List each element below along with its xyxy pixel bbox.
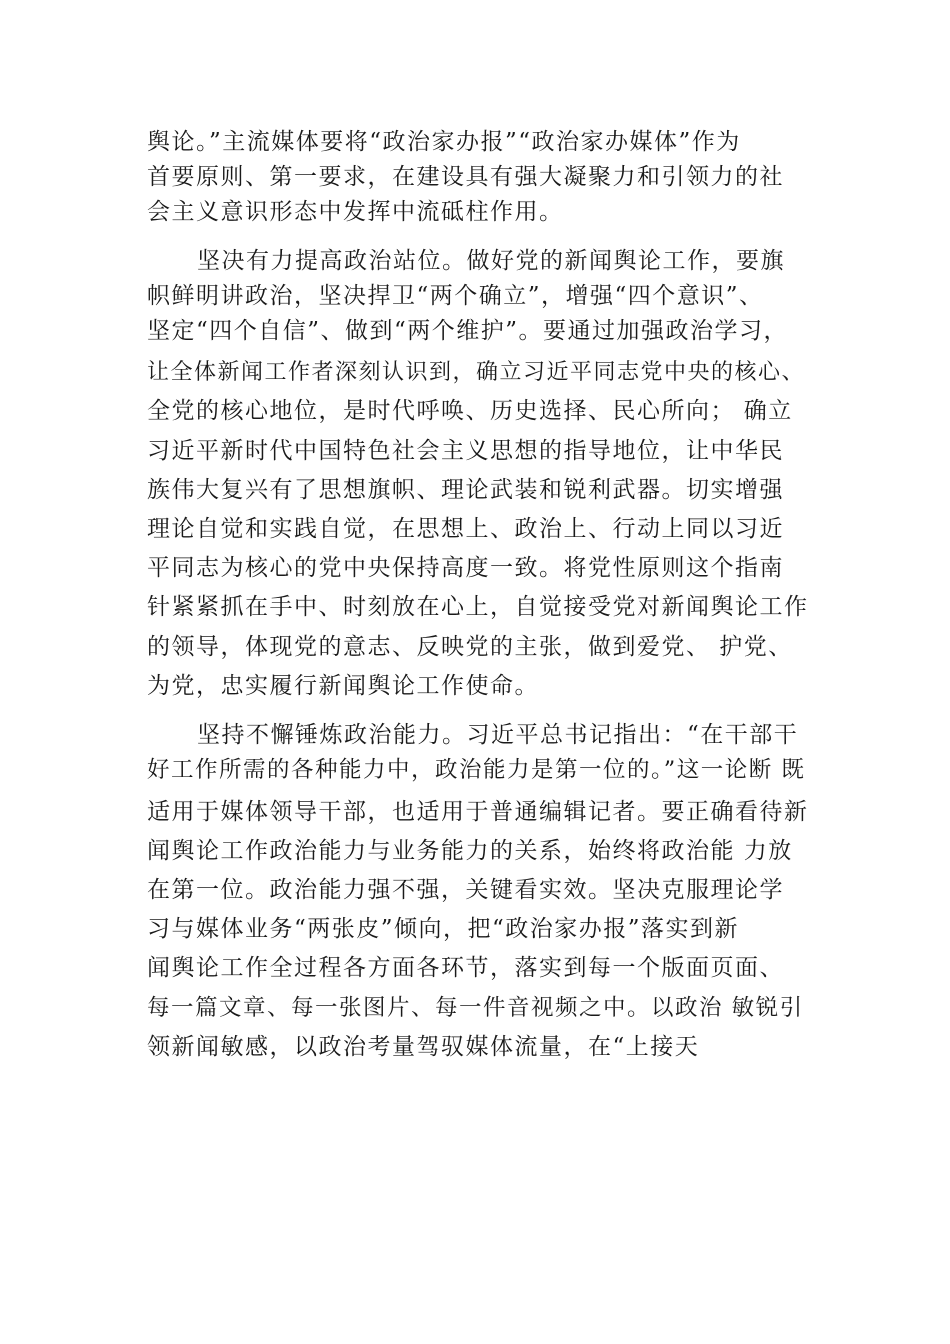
text-line: 好工作所需的各种能力中，政治能力是第一位的。”这一论断 既 xyxy=(147,757,806,783)
text-line: 的领导，体现党的意志、反映党的主张，做到爱党、 护党、 xyxy=(147,634,793,660)
text-line: 理论自觉和实践自觉，在思想上、政治上、行动上同以习近 xyxy=(147,516,784,542)
text-line: 坚决有力提高政治站位。做好党的新闻舆论工作，要旗 xyxy=(197,248,785,274)
text-line: 坚定“四个自信”、做到“两个维护”。要通过加强政治学习， xyxy=(147,318,789,344)
text-line: 领新闻敏感，以政治考量驾驭媒体流量，在“上接天 xyxy=(147,1034,700,1060)
text-line: 为党，忠实履行新闻舆论工作使命。 xyxy=(147,673,539,699)
text-line: 帜鲜明讲政治，坚决捍卫“两个确立”，增强“四个意识”、 xyxy=(147,283,764,309)
text-line: 全党的核心地位，是时代呼唤、历史选择、民心所向； 确立 xyxy=(147,398,793,424)
text-line: 闻舆论工作政治能力与业务能力的关系，始终将政治能 力放 xyxy=(147,838,793,864)
text-line: 适用于媒体领导干部，也适用于普通编辑记者。要正确看待新 xyxy=(147,799,809,825)
text-line: 习近平新时代中国特色社会主义思想的指导地位，让中华民 xyxy=(147,438,784,464)
text-line: 首要原则、第一要求，在建设具有强大凝聚力和引领力的社 xyxy=(147,164,784,190)
text-line: 舆论。”主流媒体要将“政治家办报”“政治家办媒体”作为 xyxy=(147,129,741,155)
text-line: 平同志为核心的党中央保持高度一致。将党性原则这个指南 xyxy=(147,555,784,581)
text-line: 让全体新闻工作者深刻认识到，确立习近平同志党中央的核心、 xyxy=(147,360,806,385)
text-line: 闻舆论工作全过程各方面各环节，落实到每一个版面页面、 xyxy=(147,955,784,981)
text-line: 会主义意识形态中发挥中流砥柱作用。 xyxy=(147,199,564,225)
text-line: 族伟大复兴有了思想旗帜、理论武装和锐利武器。切实增强 xyxy=(147,477,784,503)
text-line: 每一篇文章、每一张图片、每一件音视频之中。以政治 敏锐引 xyxy=(147,995,804,1021)
text-line: 坚持不懈锤炼政治能力。习近平总书记指出：“在干部干 xyxy=(197,722,799,748)
text-line: 针紧紧抓在手中、时刻放在心上，自觉接受党对新闻舆论工作 xyxy=(147,594,809,620)
text-line: 在第一位。政治能力强不强，关键看实效。坚决克服理论学 xyxy=(147,877,784,903)
text-line: 习与媒体业务“两张皮”倾向，把“政治家办报”落实到新 xyxy=(147,916,740,942)
